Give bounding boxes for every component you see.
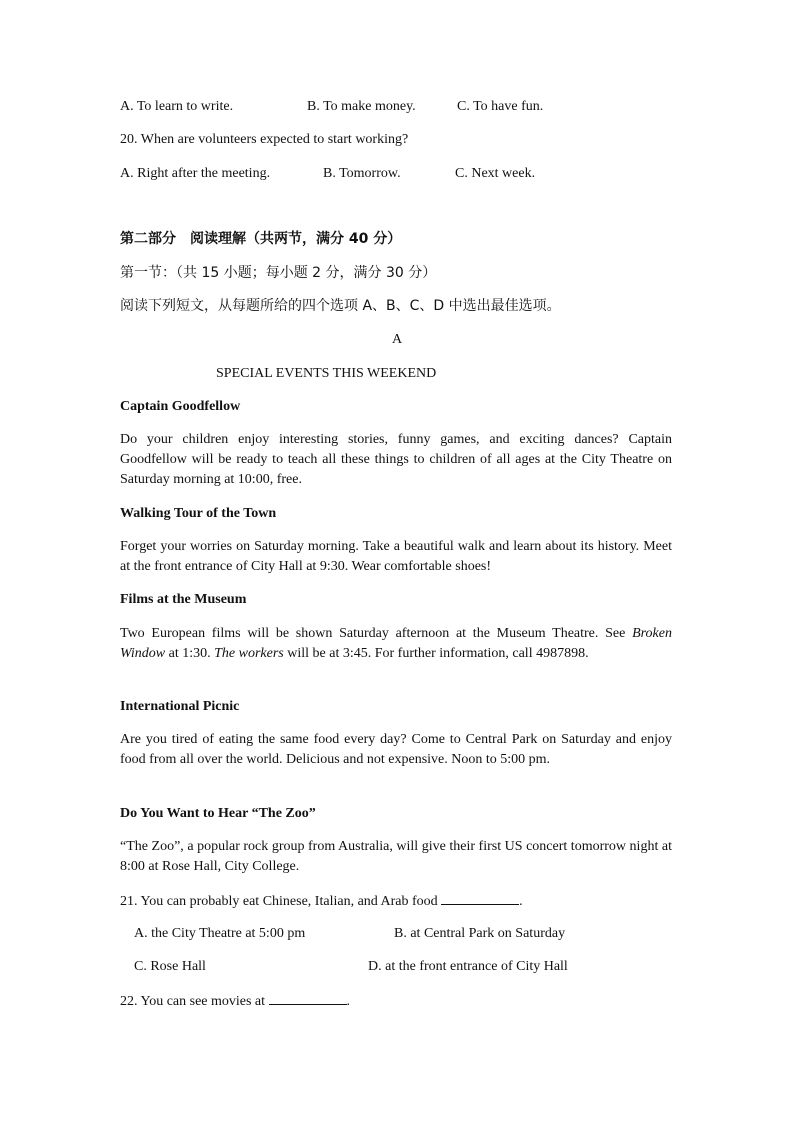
q19-option-a: A. To learn to write. [120, 99, 234, 114]
event-5-heading: Do You Want to Hear “The Zoo” [120, 806, 316, 821]
event-3-body-part-2: at 1:30. [165, 646, 215, 661]
event-2-heading: Walking Tour of the Town [120, 506, 277, 521]
q21-question: 21. You can probably eat Chinese, Italian, and Arab food . [120, 890, 523, 912]
q21-option-c: C. Rose Hall [134, 959, 206, 974]
q20-option-b: B. Tomorrow. [323, 166, 401, 181]
q21-option-d: D. at the front entrance of City Hall [368, 959, 568, 974]
passage-title: SPECIAL EVENTS THIS WEEKEND [216, 366, 437, 381]
q21-question-text: 21. You can probably eat Chinese, Italian, and Arab food [120, 894, 438, 909]
part2-title: 第二部分 阅读理解（共两节，满分 40 分） [120, 231, 402, 247]
event-3-body [120, 624, 672, 664]
film-title-2: The workers [214, 646, 284, 661]
event-1-body: Do your children enjoy interesting stories, funny games, and exciting dances? Captain Goodfellow will be ready to teach all these things to children of all ages at the City Theatre on Saturday morning at 10:00, free. [120, 432, 672, 487]
q22-question-text: 22. You can see movies at [120, 994, 266, 1009]
q21-option-a: A. the City Theatre at 5:00 pm [134, 926, 306, 941]
event-2-body: Forget your worries on Saturday morning. Take a beautiful walk and learn about its history. Meet at the front entrance of City Hall at 9:30. Wear comfortable shoes! [120, 539, 672, 574]
q19-option-b: B. To make money. [307, 99, 416, 114]
event-3-heading: Films at the Museum [120, 592, 247, 607]
event-5-body: “The Zoo”, a popular rock group from Australia, will give their first US concert tomorrow night at 8:00 at Rose Hall, City College. [120, 839, 672, 874]
event-4-heading: International Picnic [120, 699, 240, 714]
event-4-body: Are you tired of eating the same food every day? Come to Central Park on Saturday and enjoy food from all over the world. Delicious and not expensive. Noon to 5:00 pm. [120, 732, 672, 767]
q20-option-c: C. Next week. [455, 166, 536, 181]
film-title-1: Broken Window [120, 626, 672, 661]
passage-letter: A [391, 332, 403, 347]
q21-option-b: B. at Central Park on Saturday [394, 926, 566, 941]
q19-option-c: C. To have fun. [457, 99, 544, 114]
q22-question: 22. You can see movies at . [120, 990, 350, 1012]
answer-blank [441, 890, 519, 905]
answer-blank [269, 990, 347, 1005]
event-3-body-part-1: Two European films will be shown Saturday afternoon at the Museum Theatre. See [120, 626, 633, 641]
section1-title: 第一节：（共 15 小题；每小题 2 分，满分 30 分） [120, 265, 437, 281]
q20-question: 20. When are volunteers expected to start working? [120, 132, 409, 147]
event-3-body-part-3: will be at 3:45. For further information, call 4987898. [283, 646, 589, 661]
section1-instruction: 阅读下列短文，从每题所给的四个选项 A、B、C、D 中选出最佳选项。 [120, 298, 561, 314]
q20-option-a: A. Right after the meeting. [120, 166, 271, 181]
event-1-heading: Captain Goodfellow [120, 399, 241, 414]
